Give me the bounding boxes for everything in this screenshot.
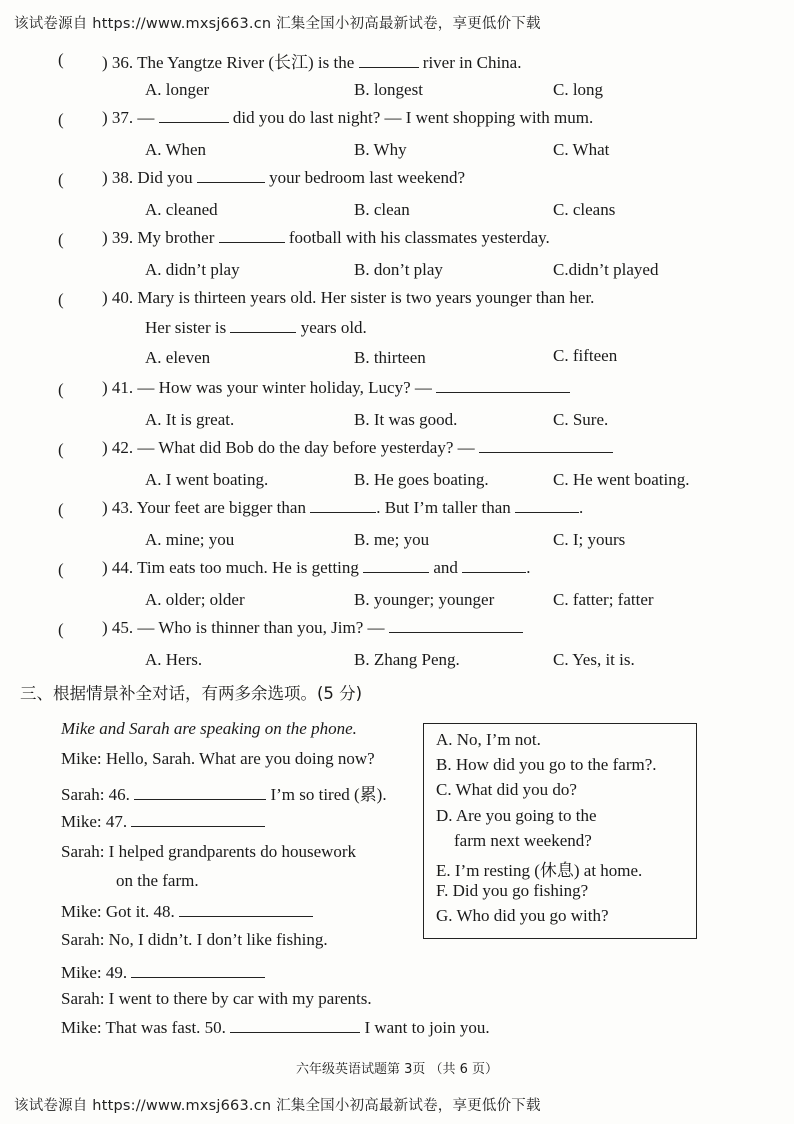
option-a: A. older; older bbox=[145, 590, 245, 609]
answer-paren: ( bbox=[58, 290, 64, 309]
question-42 bbox=[0, 440, 794, 500]
option-item-cont: farm next weekend? bbox=[454, 831, 592, 850]
answer-blank bbox=[230, 1018, 360, 1033]
answer-blank bbox=[515, 498, 579, 513]
option-c: C. fifteen bbox=[553, 346, 618, 365]
watermark-top: 该试卷源自 https://www.mxsj663.cn 汇集全国小初高最新试卷，享更低价下载 bbox=[14, 16, 541, 32]
answer-paren: ( bbox=[58, 500, 64, 519]
answer-paren: ( bbox=[58, 440, 64, 459]
answer-paren: ( bbox=[58, 560, 64, 579]
option-c: C. long bbox=[553, 80, 604, 99]
option-c: C.didn’t played bbox=[553, 260, 659, 279]
option-c: C. fatter; fatter bbox=[553, 590, 654, 609]
option-item: F. Did you go fishing? bbox=[436, 881, 589, 900]
question-38 bbox=[0, 170, 794, 230]
option-item: A. No, I’m not. bbox=[436, 730, 541, 749]
answer-blank bbox=[131, 963, 265, 978]
question-text: ) 39. My brother football with his classmates yesterday. bbox=[102, 228, 550, 247]
answer-blank bbox=[310, 498, 376, 513]
dialogue-line-50: Mike: That was fast. 50. I want to join you. bbox=[61, 1018, 490, 1037]
answer-paren: ( bbox=[58, 230, 64, 249]
question-text: ) 36. The Yangtze River (长江) is the river in China. bbox=[102, 53, 522, 72]
answer-blank bbox=[363, 558, 429, 573]
question-text: ) 43. Your feet are bigger than . But I’m taller than . bbox=[102, 498, 584, 517]
answer-paren: ( bbox=[58, 110, 64, 129]
answer-blank bbox=[134, 785, 266, 800]
option-c: C. Yes, it is. bbox=[553, 650, 635, 669]
dialogue-line: Sarah: I went to there by car with my parents. bbox=[61, 989, 372, 1008]
dialogue-line: Sarah: I helped grandparents do housework bbox=[61, 842, 357, 861]
answer-paren: ( bbox=[58, 620, 64, 639]
question-39 bbox=[0, 230, 794, 290]
watermark-bottom: 该试卷源自 https://www.mxsj663.cn 汇集全国小初高最新试卷，享更低价下载 bbox=[14, 1098, 541, 1114]
answer-blank bbox=[389, 618, 523, 633]
option-a: A. cleaned bbox=[145, 200, 218, 219]
option-a: A. I went boating. bbox=[145, 470, 269, 489]
answer-blank bbox=[179, 902, 313, 917]
question-40 bbox=[0, 290, 794, 380]
answer-blank bbox=[159, 108, 229, 123]
question-text: ) 45. — Who is thinner than you, Jim? — bbox=[102, 618, 523, 638]
option-b: B. It was good. bbox=[354, 410, 458, 429]
question-text-line2: Her sister is years old. bbox=[145, 318, 367, 337]
option-b: B. clean bbox=[354, 200, 410, 219]
option-a: A. It is great. bbox=[145, 410, 235, 429]
question-45 bbox=[0, 620, 794, 680]
option-b: B. younger; younger bbox=[354, 590, 495, 609]
option-item: D. Are you going to the bbox=[436, 806, 597, 825]
option-b: B. He goes boating. bbox=[354, 470, 489, 489]
option-item: E. I’m resting (休息) at home. bbox=[436, 861, 643, 880]
dialogue-intro: Mike and Sarah are speaking on the phone. bbox=[61, 719, 357, 738]
answer-blank bbox=[462, 558, 526, 573]
answer-blank bbox=[436, 378, 570, 393]
question-text: ) 40. Mary is thirteen years old. Her sister is two years younger than her. bbox=[102, 288, 595, 307]
question-41 bbox=[0, 380, 794, 440]
dialogue-line-49: Mike: 49. bbox=[61, 963, 265, 983]
option-item: C. What did you do? bbox=[436, 780, 577, 799]
option-c: C. I; yours bbox=[553, 530, 626, 549]
option-b: B. thirteen bbox=[354, 348, 426, 367]
answer-blank bbox=[359, 53, 419, 68]
option-b: B. Why bbox=[354, 140, 407, 159]
option-item: B. How did you go to the farm?. bbox=[436, 755, 657, 774]
dialogue-line-46: Sarah: 46. I’m so tired (累). bbox=[61, 785, 387, 804]
option-a: A. When bbox=[145, 140, 207, 159]
answer-blank bbox=[479, 438, 613, 453]
answer-blank bbox=[131, 812, 265, 827]
question-44 bbox=[0, 560, 794, 620]
option-b: B. don’t play bbox=[354, 260, 443, 279]
answer-blank bbox=[219, 228, 285, 243]
option-c: C. He went boating. bbox=[553, 470, 690, 489]
question-text: ) 42. — What did Bob do the day before yesterday? — bbox=[102, 438, 613, 458]
option-b: B. Zhang Peng. bbox=[354, 650, 460, 669]
answer-paren: ( bbox=[58, 170, 64, 189]
question-text: ) 37. — did you do last night? — I went shopping with mum. bbox=[102, 108, 594, 127]
option-c: C. Sure. bbox=[553, 410, 609, 429]
answer-blank bbox=[197, 168, 265, 183]
question-text: ) 38. Did you your bedroom last weekend? bbox=[102, 168, 466, 187]
question-43 bbox=[0, 500, 794, 560]
option-a: A. didn’t play bbox=[145, 260, 240, 279]
option-item: G. Who did you go with? bbox=[436, 906, 609, 925]
options-box bbox=[423, 723, 697, 939]
section-3-title: 三、根据情景补全对话，有两多余选项。(5 分) bbox=[20, 684, 363, 703]
option-c: C. What bbox=[553, 140, 610, 159]
dialogue-line: Mike: Hello, Sarah. What are you doing now? bbox=[61, 749, 375, 768]
dialogue-line: Sarah: No, I didn’t. I don’t like fishing. bbox=[61, 930, 328, 949]
question-text: ) 41. — How was your winter holiday, Lucy? — bbox=[102, 378, 570, 398]
dialogue-line-48: Mike: Got it. 48. bbox=[61, 902, 313, 922]
dialogue-line-cont: on the farm. bbox=[116, 871, 199, 890]
option-a: A. longer bbox=[145, 80, 210, 99]
page-footer: 六年级英语试题第 3页 （共 6 页） bbox=[295, 1062, 499, 1077]
option-b: B. me; you bbox=[354, 530, 430, 549]
question-37 bbox=[0, 110, 794, 170]
answer-paren: ( bbox=[58, 50, 64, 69]
dialogue-line-47: Mike: 47. bbox=[61, 812, 265, 832]
question-text: ) 44. Tim eats too much. He is getting and . bbox=[102, 558, 531, 577]
option-a: A. eleven bbox=[145, 348, 211, 367]
option-a: A. mine; you bbox=[145, 530, 235, 549]
option-a: A. Hers. bbox=[145, 650, 203, 669]
answer-paren: ( bbox=[58, 380, 64, 399]
option-c: C. cleans bbox=[553, 200, 616, 219]
option-b: B. longest bbox=[354, 80, 423, 99]
answer-blank bbox=[230, 318, 296, 333]
question-36 bbox=[0, 50, 794, 110]
